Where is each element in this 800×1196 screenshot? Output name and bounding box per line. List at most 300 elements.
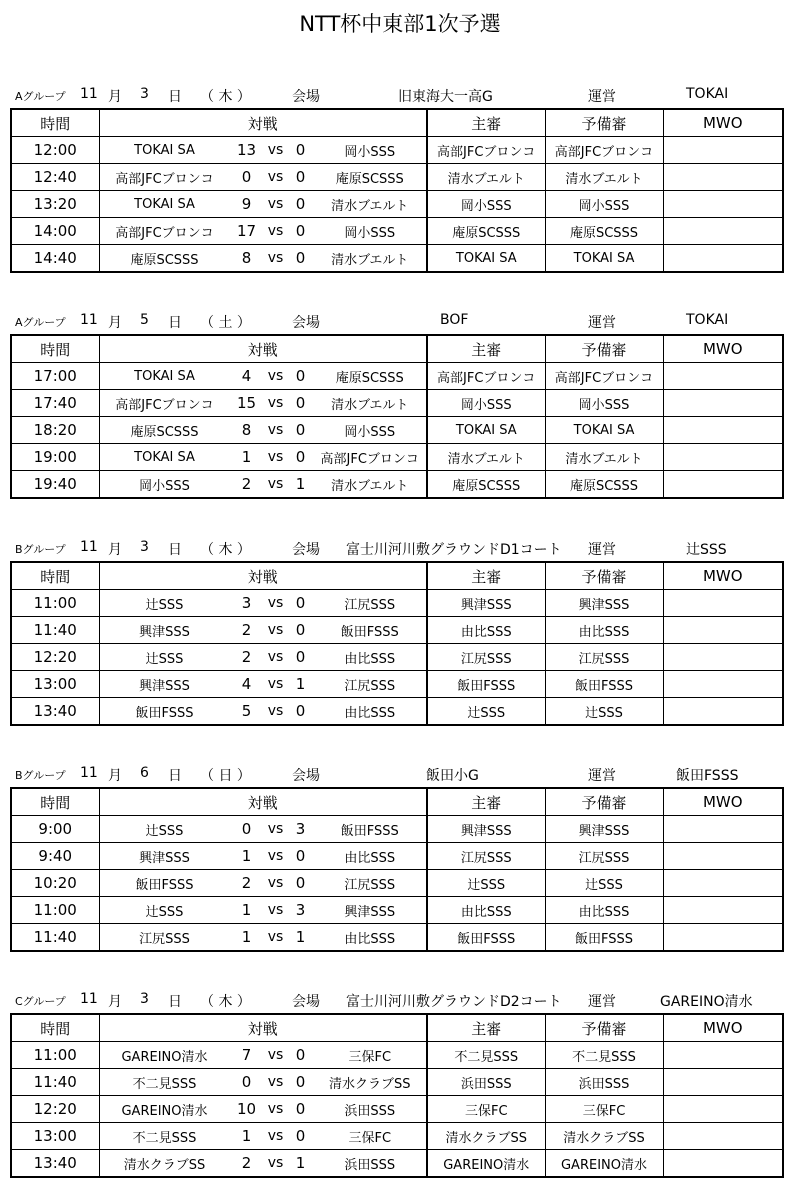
header-mwo: MWO <box>663 109 783 137</box>
month-value: 11 <box>80 991 98 1007</box>
table-row <box>11 1069 783 1096</box>
day-label: 日 <box>168 315 182 331</box>
score-home: 13 <box>236 141 257 159</box>
venue-label: 会場 <box>292 542 320 558</box>
mwo-cell <box>663 1150 783 1178</box>
sub-referee: 岡小SSS <box>545 191 663 218</box>
mwo-cell <box>663 164 783 191</box>
team-away: 江尻SSS <box>344 597 396 613</box>
vs-label: vs <box>267 875 284 891</box>
month-label: 月 <box>108 542 122 558</box>
table-row <box>11 671 783 698</box>
table-row <box>11 390 783 417</box>
score-home: 7 <box>241 1046 252 1064</box>
header-match: 対戦 <box>99 788 427 816</box>
vs-label: vs <box>267 449 284 465</box>
team-home: 辻SSS <box>145 651 184 667</box>
vs-label: vs <box>267 848 284 864</box>
score-home: 4 <box>241 675 252 693</box>
match-cell <box>99 1042 427 1069</box>
score-away: 3 <box>295 901 306 919</box>
page-title: NTT杯中東部1次予選 <box>299 12 501 36</box>
team-away: 由比SSS <box>344 651 396 667</box>
match-cell <box>99 816 427 843</box>
sub-referee: 江尻SSS <box>545 843 663 870</box>
score-away: 0 <box>295 648 306 666</box>
team-away: 飯田FSSS <box>340 624 399 640</box>
sub-referee: 清水クラブSS <box>545 1123 663 1150</box>
header-time: 時間 <box>11 335 99 363</box>
match-cell <box>99 471 427 499</box>
score-home: 1 <box>241 928 252 946</box>
vs-label: vs <box>267 476 284 492</box>
team-home: 高部JFCブロンコ <box>115 397 214 413</box>
header-match: 対戦 <box>99 1014 427 1042</box>
match-time: 13:20 <box>11 191 99 218</box>
team-home: 興津SSS <box>139 678 190 694</box>
header-mwo: MWO <box>663 1014 783 1042</box>
venue-label: 会場 <box>292 768 320 784</box>
header-sub: 予備審 <box>545 562 663 590</box>
score-home: 0 <box>241 168 252 186</box>
vs-label: vs <box>267 622 284 638</box>
sub-referee: 辻SSS <box>545 870 663 897</box>
match-cell <box>99 590 427 617</box>
sub-referee: 由比SSS <box>545 897 663 924</box>
sub-referee: 清水ブエルト <box>545 164 663 191</box>
day-value: 3 <box>140 991 149 1007</box>
sub-referee: 飯田FSSS <box>545 924 663 952</box>
referee: 高部JFCブロンコ <box>427 363 545 390</box>
team-away: 高部JFCブロンコ <box>320 451 419 467</box>
referee: 由比SSS <box>427 897 545 924</box>
table-row <box>11 471 783 499</box>
mwo-cell <box>663 870 783 897</box>
match-time: 11:40 <box>11 1069 99 1096</box>
team-away: 三保FC <box>348 1049 392 1065</box>
score-away: 0 <box>295 394 306 412</box>
vs-label: vs <box>267 395 284 411</box>
score-home: 0 <box>241 1073 252 1091</box>
group-label: Aグループ <box>15 90 66 103</box>
month-value: 11 <box>80 765 98 781</box>
table-row <box>11 1042 783 1069</box>
sub-referee: 浜田SSS <box>545 1069 663 1096</box>
group-label: Aグループ <box>15 316 66 329</box>
team-away: 清水クラブSS <box>328 1076 411 1092</box>
sub-referee: 由比SSS <box>545 617 663 644</box>
manage-label: 運営 <box>588 768 616 784</box>
mwo-cell <box>663 924 783 952</box>
vs-label: vs <box>267 1074 284 1090</box>
section-info <box>10 759 782 787</box>
score-away: 0 <box>295 621 306 639</box>
score-away: 0 <box>295 702 306 720</box>
mwo-cell <box>663 590 783 617</box>
header-ref: 主審 <box>427 335 545 363</box>
table-row <box>11 843 783 870</box>
match-cell <box>99 1069 427 1096</box>
team-away: 岡小SSS <box>344 424 396 440</box>
match-cell <box>99 390 427 417</box>
venue-label: 会場 <box>292 89 320 105</box>
weekday: （ 木 ） <box>200 542 251 558</box>
schedule-section <box>10 985 782 1178</box>
score-home: 2 <box>241 475 252 493</box>
schedule-table <box>10 787 784 952</box>
referee: 興津SSS <box>427 816 545 843</box>
sub-referee: 三保FC <box>545 1096 663 1123</box>
header-sub: 予備審 <box>545 788 663 816</box>
vs-label: vs <box>267 1155 284 1171</box>
header-match: 対戦 <box>99 562 427 590</box>
mwo-cell <box>663 1069 783 1096</box>
section-info <box>10 533 782 561</box>
team-away: 浜田SSS <box>344 1157 396 1173</box>
match-cell <box>99 245 427 273</box>
header-sub: 予備審 <box>545 335 663 363</box>
referee: GAREINO清水 <box>427 1150 545 1178</box>
team-home: 庵原SCSSS <box>130 424 199 440</box>
score-away: 0 <box>295 448 306 466</box>
mwo-cell <box>663 245 783 273</box>
day-label: 日 <box>168 768 182 784</box>
vs-label: vs <box>267 929 284 945</box>
referee: 清水クラブSS <box>427 1123 545 1150</box>
match-cell <box>99 1096 427 1123</box>
schedule-table <box>10 108 784 273</box>
score-home: 17 <box>236 222 257 240</box>
schedule-table <box>10 561 784 726</box>
referee: 飯田FSSS <box>427 671 545 698</box>
team-away: 岡小SSS <box>344 225 396 241</box>
match-cell <box>99 644 427 671</box>
referee: 岡小SSS <box>427 390 545 417</box>
venue-name: 富士川河川敷グラウンドD1コート <box>346 542 562 558</box>
header-sub: 予備審 <box>545 109 663 137</box>
team-home: GAREINO清水 <box>121 1049 208 1065</box>
score-home: 8 <box>241 249 252 267</box>
table-row <box>11 417 783 444</box>
match-cell <box>99 1150 427 1178</box>
referee: TOKAI SA <box>427 245 545 273</box>
header-mwo: MWO <box>663 562 783 590</box>
weekday: （ 木 ） <box>200 994 251 1010</box>
header-time: 時間 <box>11 109 99 137</box>
referee: 清水ブエルト <box>427 444 545 471</box>
score-home: 4 <box>241 367 252 385</box>
team-home: TOKAI SA <box>134 196 195 212</box>
day-value: 5 <box>140 312 149 328</box>
mwo-cell <box>663 1042 783 1069</box>
referee: 辻SSS <box>427 698 545 726</box>
team-home: 興津SSS <box>139 850 190 866</box>
mwo-cell <box>663 617 783 644</box>
team-home: 興津SSS <box>139 624 190 640</box>
match-time: 11:00 <box>11 897 99 924</box>
referee: 清水ブエルト <box>427 164 545 191</box>
team-home: 庵原SCSSS <box>130 252 199 268</box>
score-away: 3 <box>295 820 306 838</box>
table-row <box>11 816 783 843</box>
sub-referee: 興津SSS <box>545 590 663 617</box>
table-row <box>11 1150 783 1178</box>
venue-name: 富士川河川敷グラウンドD2コート <box>346 994 562 1010</box>
group-label: Bグループ <box>15 543 66 556</box>
match-time: 19:40 <box>11 471 99 499</box>
vs-label: vs <box>267 595 284 611</box>
sub-referee: GAREINO清水 <box>545 1150 663 1178</box>
score-away: 1 <box>295 675 306 693</box>
header-time: 時間 <box>11 1014 99 1042</box>
score-away: 0 <box>295 1073 306 1091</box>
month-label: 月 <box>108 89 122 105</box>
mwo-cell <box>663 671 783 698</box>
score-away: 1 <box>295 1154 306 1172</box>
team-home: 辻SSS <box>145 904 184 920</box>
team-away: 由比SSS <box>344 705 396 721</box>
match-time: 14:00 <box>11 218 99 245</box>
table-row <box>11 137 783 164</box>
section-info <box>10 985 782 1013</box>
team-home: 岡小SSS <box>139 478 190 494</box>
team-away: 江尻SSS <box>344 877 396 893</box>
manage-label: 運営 <box>588 994 616 1010</box>
schedule-section <box>10 759 782 952</box>
match-time: 13:00 <box>11 1123 99 1150</box>
match-cell <box>99 218 427 245</box>
score-away: 1 <box>295 928 306 946</box>
mwo-cell <box>663 1096 783 1123</box>
sub-referee: 高部JFCブロンコ <box>545 363 663 390</box>
vs-label: vs <box>267 169 284 185</box>
referee: 興津SSS <box>427 590 545 617</box>
table-row <box>11 164 783 191</box>
team-home: GAREINO清水 <box>121 1103 208 1119</box>
match-time: 9:00 <box>11 816 99 843</box>
score-home: 2 <box>241 621 252 639</box>
referee: 辻SSS <box>427 870 545 897</box>
match-time: 13:40 <box>11 1150 99 1178</box>
score-home: 5 <box>241 702 252 720</box>
referee: 不二見SSS <box>427 1042 545 1069</box>
match-time: 18:20 <box>11 417 99 444</box>
match-time: 13:00 <box>11 671 99 698</box>
referee: 江尻SSS <box>427 644 545 671</box>
header-ref: 主審 <box>427 109 545 137</box>
team-home: TOKAI SA <box>134 449 195 465</box>
score-away: 0 <box>295 594 306 612</box>
score-home: 1 <box>241 1127 252 1145</box>
score-home: 3 <box>241 594 252 612</box>
match-cell <box>99 617 427 644</box>
header-time: 時間 <box>11 788 99 816</box>
table-row <box>11 698 783 726</box>
group-label: Cグループ <box>15 995 66 1008</box>
team-away: 三保FC <box>348 1130 392 1146</box>
score-away: 0 <box>295 1046 306 1064</box>
table-row <box>11 1123 783 1150</box>
match-cell <box>99 164 427 191</box>
day-label: 日 <box>168 89 182 105</box>
referee: 三保FC <box>427 1096 545 1123</box>
sub-referee: 清水ブエルト <box>545 444 663 471</box>
header-ref: 主審 <box>427 562 545 590</box>
match-time: 13:40 <box>11 698 99 726</box>
vs-label: vs <box>267 821 284 837</box>
day-value: 6 <box>140 765 149 781</box>
month-value: 11 <box>80 86 98 102</box>
score-home: 8 <box>241 421 252 439</box>
table-row <box>11 1096 783 1123</box>
vs-label: vs <box>267 1128 284 1144</box>
referee: TOKAI SA <box>427 417 545 444</box>
referee: 岡小SSS <box>427 191 545 218</box>
match-cell <box>99 1123 427 1150</box>
vs-label: vs <box>267 1101 284 1117</box>
match-time: 10:20 <box>11 870 99 897</box>
team-away: 興津SSS <box>344 904 396 920</box>
manager-name: 飯田FSSS <box>676 768 739 784</box>
team-away: 庵原SCSSS <box>335 370 404 386</box>
score-home: 1 <box>241 847 252 865</box>
score-home: 15 <box>236 394 257 412</box>
venue-name: 旧東海大一高G <box>398 89 493 105</box>
team-away: 江尻SSS <box>344 678 396 694</box>
score-away: 0 <box>295 1100 306 1118</box>
table-row <box>11 218 783 245</box>
manage-label: 運営 <box>588 89 616 105</box>
vs-label: vs <box>267 902 284 918</box>
match-cell <box>99 698 427 726</box>
mwo-cell <box>663 816 783 843</box>
referee: 飯田FSSS <box>427 924 545 952</box>
sub-referee: TOKAI SA <box>545 245 663 273</box>
section-info <box>10 80 782 108</box>
score-away: 0 <box>295 421 306 439</box>
manage-label: 運営 <box>588 542 616 558</box>
weekday: （ 木 ） <box>200 89 251 105</box>
table-row <box>11 870 783 897</box>
team-home: 飯田FSSS <box>135 705 194 721</box>
header-ref: 主審 <box>427 1014 545 1042</box>
score-home: 10 <box>236 1100 257 1118</box>
sub-referee: 江尻SSS <box>545 644 663 671</box>
mwo-cell <box>663 363 783 390</box>
score-home: 1 <box>241 448 252 466</box>
sub-referee: TOKAI SA <box>545 417 663 444</box>
team-home: 不二見SSS <box>132 1076 197 1092</box>
day-value: 3 <box>140 539 149 555</box>
table-row <box>11 924 783 952</box>
schedule-section <box>10 306 782 499</box>
score-away: 0 <box>295 141 306 159</box>
team-home: 飯田FSSS <box>135 877 194 893</box>
score-away: 1 <box>295 475 306 493</box>
team-away: 清水ブエルト <box>331 252 409 268</box>
header-mwo: MWO <box>663 335 783 363</box>
header-row <box>11 1014 783 1042</box>
team-home: 辻SSS <box>145 597 184 613</box>
month-label: 月 <box>108 994 122 1010</box>
schedule-table <box>10 334 784 499</box>
table-row <box>11 444 783 471</box>
table-row <box>11 191 783 218</box>
vs-label: vs <box>267 649 284 665</box>
mwo-cell <box>663 444 783 471</box>
match-time: 11:40 <box>11 924 99 952</box>
match-cell <box>99 363 427 390</box>
month-label: 月 <box>108 768 122 784</box>
match-time: 12:40 <box>11 164 99 191</box>
match-cell <box>99 417 427 444</box>
table-row <box>11 644 783 671</box>
day-label: 日 <box>168 994 182 1010</box>
score-home: 9 <box>241 195 252 213</box>
match-time: 9:40 <box>11 843 99 870</box>
vs-label: vs <box>267 196 284 212</box>
venue-name: BOF <box>440 312 469 328</box>
weekday: （ 日 ） <box>200 768 251 784</box>
team-away: 庵原SCSSS <box>335 171 404 187</box>
referee: 庵原SCSSS <box>427 471 545 499</box>
team-away: 浜田SSS <box>344 1103 396 1119</box>
sub-referee: 興津SSS <box>545 816 663 843</box>
vs-label: vs <box>267 223 284 239</box>
match-time: 12:20 <box>11 644 99 671</box>
month-label: 月 <box>108 315 122 331</box>
match-cell <box>99 870 427 897</box>
mwo-cell <box>663 417 783 444</box>
referee: 高部JFCブロンコ <box>427 137 545 164</box>
score-away: 0 <box>295 195 306 213</box>
header-sub: 予備審 <box>545 1014 663 1042</box>
match-cell <box>99 897 427 924</box>
match-cell <box>99 843 427 870</box>
sub-referee: 辻SSS <box>545 698 663 726</box>
vs-label: vs <box>267 422 284 438</box>
schedule-section <box>10 80 782 273</box>
mwo-cell <box>663 137 783 164</box>
header-row <box>11 109 783 137</box>
team-home: TOKAI SA <box>134 368 195 384</box>
score-away: 0 <box>295 222 306 240</box>
match-cell <box>99 924 427 952</box>
match-cell <box>99 671 427 698</box>
match-cell <box>99 444 427 471</box>
team-home: 不二見SSS <box>132 1130 197 1146</box>
score-home: 2 <box>241 1154 252 1172</box>
manager-name: TOKAI <box>686 312 729 328</box>
venue-name: 飯田小G <box>426 768 479 784</box>
header-row <box>11 788 783 816</box>
match-time: 11:00 <box>11 1042 99 1069</box>
vs-label: vs <box>267 676 284 692</box>
mwo-cell <box>663 698 783 726</box>
header-row <box>11 562 783 590</box>
team-home: 江尻SSS <box>139 931 190 947</box>
score-home: 2 <box>241 874 252 892</box>
team-home: 清水クラブSS <box>123 1157 206 1173</box>
vs-label: vs <box>267 1047 284 1063</box>
manager-name: GAREINO清水 <box>660 994 753 1010</box>
header-row <box>11 335 783 363</box>
vs-label: vs <box>267 142 284 158</box>
match-cell <box>99 191 427 218</box>
header-ref: 主審 <box>427 788 545 816</box>
manager-name: TOKAI <box>686 86 729 102</box>
score-home: 1 <box>241 901 252 919</box>
